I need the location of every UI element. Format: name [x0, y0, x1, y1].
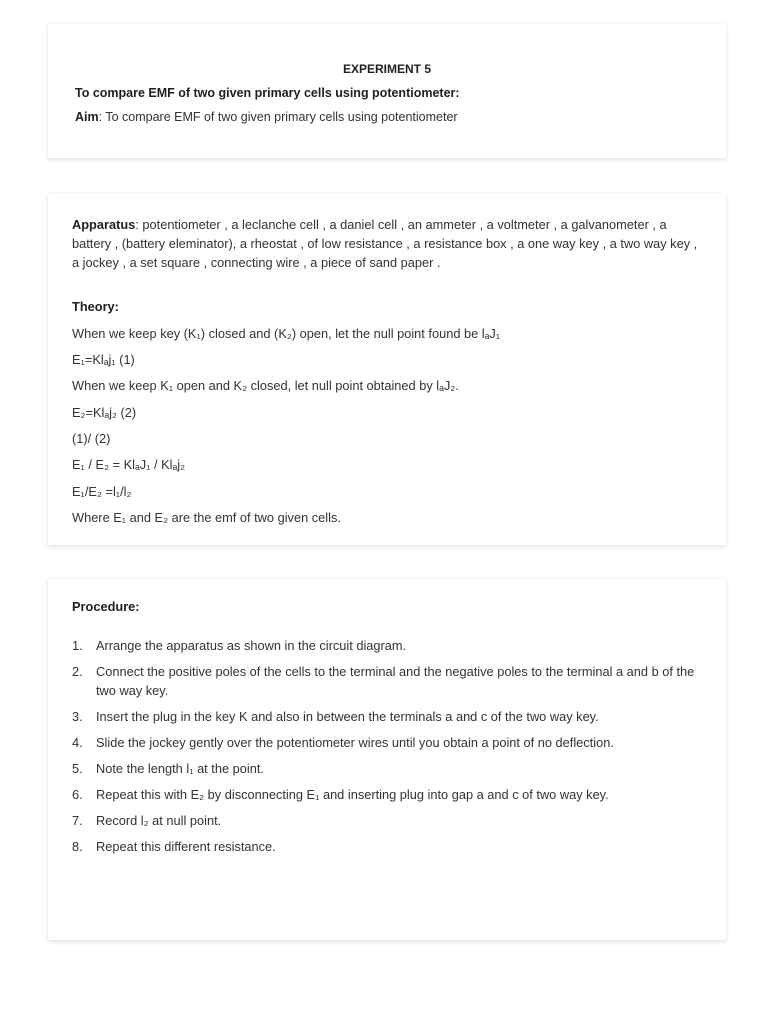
apparatus-theory-card [48, 193, 726, 545]
procedure-card [48, 579, 726, 940]
step-number: 3. [72, 709, 83, 724]
list-item [72, 662, 702, 700]
list-item [72, 785, 702, 804]
step-text: Insert the plug in the key K and also in between the terminals a and c of the two way key. [96, 709, 599, 724]
step-text: Note the length l₁ at the point. [96, 761, 264, 776]
step-number: 2. [72, 664, 83, 679]
header-card [48, 24, 726, 158]
step-text: Connect the positive poles of the cells to the terminal and the negative poles to the terminal a and b of the two way key. [96, 664, 695, 698]
theory-line: When we keep K₁ open and K₂ closed, let null point obtained by lₐJ₂. [72, 378, 459, 393]
step-text: Arrange the apparatus as shown in the circuit diagram. [96, 638, 407, 653]
experiment-subtitle: To compare EMF of two given primary cells using potentiometer: [75, 86, 460, 100]
aim-text: : To compare EMF of two given primary cells using potentiometer [98, 110, 458, 124]
list-item [72, 837, 702, 856]
apparatus-paragraph [72, 215, 702, 272]
step-text: Repeat this different resistance. [96, 839, 276, 854]
procedure-list [72, 636, 702, 863]
theory-ratio: (1)/ (2) [72, 431, 111, 446]
list-item [72, 733, 702, 752]
apparatus-label: Apparatus [72, 217, 136, 232]
theory-note: Where E₁ and E₂ are the emf of two given cells. [72, 510, 341, 525]
page-title: EXPERIMENT 5 [342, 62, 432, 76]
theory-equation-1: E₁=Klₐj₁ (1) [72, 352, 135, 367]
step-number: 6. [72, 787, 83, 802]
theory-heading: Theory: [72, 299, 119, 314]
aim-label: Aim [75, 110, 99, 124]
apparatus-text: : potentiometer , a leclanche cell , a daniel cell , an ammeter , a voltmeter , a galvanometer , a battery , (battery eleminator), a rheostat , of low resistance , a resistance box , a one way key , a two way key , a jockey , a set square , connecting wire , a piece of sand paper . [72, 217, 698, 270]
step-text: Repeat this with E₂ by disconnecting E₁ and inserting plug into gap a and c of two way key. [96, 787, 609, 802]
step-number: 7. [72, 813, 83, 828]
procedure-heading: Procedure: [72, 599, 140, 614]
theory-result: E₁/E₂ =l₁/l₂ [72, 484, 132, 499]
theory-equation-2: E₂=Klₐj₂ (2) [72, 405, 137, 420]
list-item [72, 811, 702, 830]
theory-equation-3: E₁ / E₂ = KlₐJ₁ / Klₐj₂ [72, 457, 186, 472]
list-item [72, 759, 702, 778]
step-number: 4. [72, 735, 83, 750]
step-text: Slide the jockey gently over the potentiometer wires until you obtain a point of no deflection. [96, 735, 614, 750]
step-number: 8. [72, 839, 83, 854]
list-item [72, 707, 702, 726]
step-number: 1. [72, 638, 83, 653]
aim-line [75, 110, 458, 124]
theory-line: When we keep key (K₁) closed and (K₂) open, let the null point found be lₐJ₁ [72, 326, 501, 341]
step-text: Record l₂ at null point. [96, 813, 222, 828]
list-item [72, 636, 702, 655]
step-number: 5. [72, 761, 83, 776]
